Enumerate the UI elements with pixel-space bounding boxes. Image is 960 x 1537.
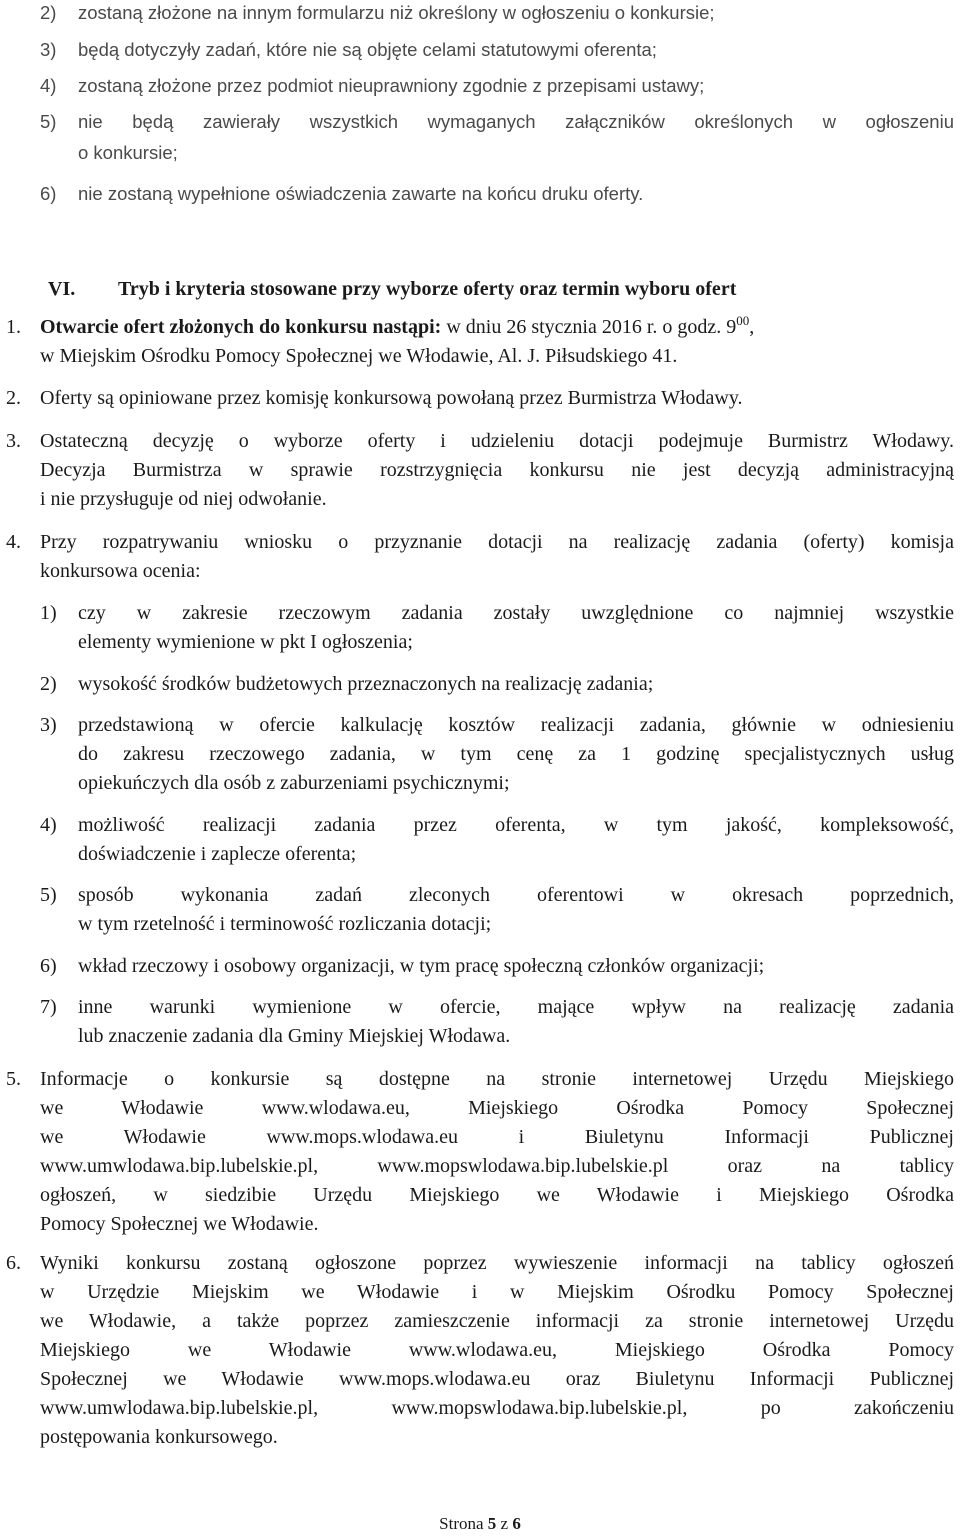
criteria-text: możliwość realizacji zadania przez oferenta, w tym jakość, kompleksowość, bbox=[78, 814, 954, 836]
criteria-text: wysokość środków budżetowych przeznaczonych na realizację zadania; bbox=[78, 673, 654, 695]
section-number: VI. bbox=[48, 278, 76, 300]
current-page-number: 5 bbox=[487, 1514, 497, 1533]
item-text: Wyniki konkursu zostaną ogłoszone poprzez wywieszenie informacji na tablicy ogłoszeń bbox=[40, 1252, 954, 1274]
total-pages-number: 6 bbox=[512, 1514, 521, 1533]
item-text: w Miejskim Ośrodku Pomocy Społecznej we Włodawie, Al. J. Piłsudskiego 41. bbox=[40, 345, 678, 367]
item-text: Miejskiego we Włodawie www.wlodawa.eu, Miejskiego Ośrodka Pomocy bbox=[40, 1339, 954, 1361]
criteria-text: w tym rzetelność i terminowość rozliczania dotacji; bbox=[78, 913, 492, 935]
item-number: 1. bbox=[6, 316, 21, 338]
item-text bbox=[40, 313, 954, 342]
criteria-text: lub znaczenie zadania dla Gminy Miejskiej Włodawa. bbox=[78, 1025, 511, 1047]
list-number: 5) bbox=[40, 111, 57, 132]
criteria-number: 2) bbox=[40, 673, 57, 695]
list-text: będą dotyczyły zadań, które nie są objęte celami statutowymi oferenta; bbox=[78, 39, 657, 60]
list-text: nie będą zawierały wszystkich wymaganych załączników określonych w ogłoszeniu bbox=[78, 111, 954, 132]
list-text: zostaną złożone na innym formularzu niż określony w ogłoszeniu o konkursie; bbox=[78, 2, 715, 23]
item-text: Oferty są opiniowane przez komisję konkursową powołaną przez Burmistrza Włodawy. bbox=[40, 387, 743, 409]
item-number: 2. bbox=[6, 387, 21, 409]
item-text: Decyzja Burmistrza w sprawie rozstrzygnięcia konkursu nie jest decyzją administracyjną bbox=[40, 459, 954, 481]
criteria-text: doświadczenie i zaplecze oferenta; bbox=[78, 843, 357, 865]
item-text: we Włodawie www.wlodawa.eu, Miejskiego Ośrodka Pomocy Społecznej bbox=[40, 1097, 954, 1119]
item-text: i nie przysługuje od niej odwołanie. bbox=[40, 488, 327, 510]
criteria-text: czy w zakresie rzeczowym zadania zostały uwzględnione co najmniej wszystkie bbox=[78, 602, 954, 624]
page-label: Strona bbox=[439, 1514, 484, 1533]
item-number: 5. bbox=[6, 1068, 21, 1090]
item-text: Informacje o konkursie są dostępne na stronie internetowej Urzędu Miejskiego bbox=[40, 1068, 954, 1090]
criteria-number: 1) bbox=[40, 602, 57, 624]
criteria-number: 5) bbox=[40, 884, 57, 906]
item-text: postępowania konkursowego. bbox=[40, 1426, 278, 1448]
list-number: 3) bbox=[40, 39, 57, 60]
item-text: www.umwlodawa.bip.lubelskie.pl, www.mopswlodawa.bip.lubelskie.pl, po zakończeniu bbox=[40, 1397, 954, 1419]
item-text: ogłoszeń, w siedzibie Urzędu Miejskiego we Włodawie i Miejskiego Ośrodka bbox=[40, 1184, 954, 1206]
opening-date: w dniu 26 stycznia 2016 r. o godz. 9 bbox=[441, 316, 737, 338]
item-number: 3. bbox=[6, 430, 21, 452]
section-title: Tryb i kryteria stosowane przy wyborze oferty oraz termin wyboru ofert bbox=[118, 278, 737, 300]
page-footer bbox=[0, 1514, 960, 1534]
criteria-text: opiekuńczych dla osób z zaburzeniami psychicznymi; bbox=[78, 772, 510, 794]
item-text: konkursowa ocenia: bbox=[40, 560, 201, 582]
opening-label: Otwarcie ofert złożonych do konkursu nastąpi: bbox=[40, 316, 442, 338]
list-text: zostaną złożone przez podmiot nieuprawniony zgodnie z przepisami ustawy; bbox=[78, 75, 705, 96]
criteria-text: wkład rzeczowy i osobowy organizacji, w tym pracę społeczną członków organizacji; bbox=[78, 955, 765, 977]
item-text-comma: , bbox=[749, 316, 755, 338]
criteria-text: sposób wykonania zadań zleconych oferentowi w okresach poprzednich, bbox=[78, 884, 954, 906]
page-of-label: z bbox=[500, 1514, 509, 1533]
item-number: 4. bbox=[6, 531, 21, 553]
list-text: nie zostaną wypełnione oświadczenia zawarte na końcu druku oferty. bbox=[78, 183, 644, 204]
list-number: 6) bbox=[40, 183, 57, 204]
list-number: 4) bbox=[40, 75, 57, 96]
item-text: Społecznej we Włodawie www.mops.wlodawa.eu oraz Biuletynu Informacji Publicznej bbox=[40, 1368, 954, 1390]
item-text: we Włodawie, a także poprzez zamieszczenie informacji za stronie internetowej Urzędu bbox=[40, 1310, 954, 1332]
criteria-number: 3) bbox=[40, 714, 57, 736]
list-text: o konkursie; bbox=[78, 142, 178, 163]
item-text: Ostateczną decyzję o wyborze oferty i udzieleniu dotacji podejmuje Burmistrz Włodawy. bbox=[40, 430, 954, 452]
item-text: Pomocy Społecznej we Włodawie. bbox=[40, 1213, 319, 1235]
criteria-text: elementy wymienione w pkt I ogłoszenia; bbox=[78, 631, 413, 653]
opening-time-minutes: 00 bbox=[736, 313, 750, 328]
item-text: we Włodawie www.mops.wlodawa.eu i Biuletynu Informacji Publicznej bbox=[40, 1126, 954, 1148]
criteria-number: 4) bbox=[40, 814, 57, 836]
item-number: 6. bbox=[6, 1252, 21, 1274]
list-number: 2) bbox=[40, 2, 57, 23]
criteria-text: inne warunki wymienione w ofercie, mające wpływ na realizację zadania bbox=[78, 996, 954, 1018]
item-text: Przy rozpatrywaniu wniosku o przyznanie dotacji na realizację zadania (oferty) komisja bbox=[40, 531, 954, 553]
criteria-number: 7) bbox=[40, 996, 57, 1018]
criteria-number: 6) bbox=[40, 955, 57, 977]
item-text: w Urzędzie Miejskim we Włodawie i w Miejskim Ośrodku Pomocy Społecznej bbox=[40, 1281, 954, 1303]
criteria-text: do zakresu rzeczowego zadania, w tym cenę za 1 godzinę specjalistycznych usług bbox=[78, 743, 954, 765]
item-text: www.umwlodawa.bip.lubelskie.pl, www.mopswlodawa.bip.lubelskie.pl oraz na tablicy bbox=[40, 1155, 954, 1177]
criteria-text: przedstawioną w ofercie kalkulację kosztów realizacji zadania, głównie w odniesieniu bbox=[78, 714, 954, 736]
